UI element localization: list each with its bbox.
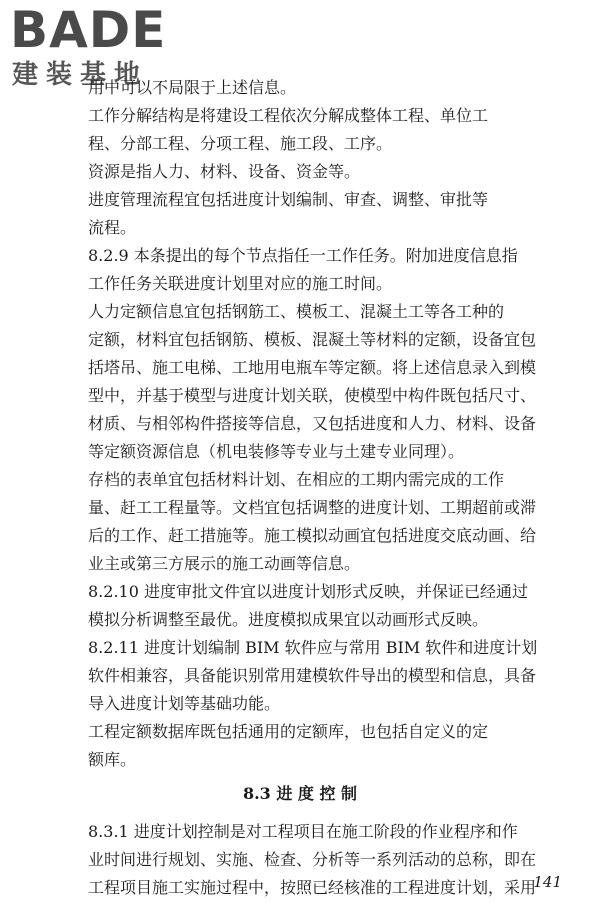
section-title: 8.3 进 度 控 制 (242, 784, 358, 803)
body-line: 材质、与相邻构件搭接等信息，又包括进度和人力、材料、设备 (88, 414, 537, 433)
body-line: 型中，并基于模型与进度计划关联，使模型中构件既包括尺寸、 (88, 386, 537, 405)
page-number: 141 (533, 873, 562, 891)
body-line: 资源是指人力、材料、设备、资金等。 (88, 162, 361, 181)
clause-8-3-1: 8.3.1 进度计划控制是对工程项目在施工阶段的作业程序和作 (88, 822, 518, 841)
body-line: 额库。 (88, 750, 137, 769)
body-line: 人力定额信息宜包括钢筋工、模板工、混凝土工等各工种的 (88, 302, 505, 321)
clause-8-2-9: 8.2.9 本条提出的每个节点指任一工作任务。附加进度信息指 (88, 246, 518, 265)
body-line: 业时间进行规划、实施、检查、分析等一系列活动的总称，即在 (88, 850, 537, 869)
body-line: 量、赶工工程量等。文档宜包括调整的进度计划、工期超前或滞 (88, 498, 537, 517)
body-line: 定额，材料宜包括钢筋、模板、混凝土等材料的定额，设备宜包 (88, 330, 537, 349)
body-line: 工程项目施工实施过程中，按照已经核准的工程进度计划，采用 (88, 878, 537, 897)
body-line: 后的工作、赶工措施等。施工模拟动画宜包括进度交底动画、给 (88, 526, 537, 545)
body-line: 进度管理流程宜包括进度计划编制、审查、调整、审批等 (88, 190, 489, 209)
body-line: 程、分部工程、分项工程、施工段、工序。 (88, 134, 393, 153)
body-line: 模拟分析调整至最优。进度模拟成果宜以动画形式反映。 (88, 610, 489, 629)
body-line: 工程定额数据库既包括通用的定额库，也包括自定义的定 (88, 722, 489, 741)
body-line: 导入进度计划等基础功能。 (88, 694, 281, 713)
clause-8-2-11: 8.2.11 进度计划编制 BIM 软件应与常用 BIM 软件和进度计划 (88, 638, 538, 657)
body-line: 工作分解结构是将建设工程依次分解成整体工程、单位工 (88, 106, 489, 125)
clause-8-2-10: 8.2.10 进度审批文件宜以进度计划形式反映，并保证已经通过 (88, 582, 528, 601)
body-line: 业主或第三方展示的施工动画等信息。 (88, 554, 361, 573)
body-line: 括塔吊、施工电梯、工地用电瓶车等定额。将上述信息录入到模 (88, 358, 537, 377)
logo-wordmark: BADE (10, 1, 167, 59)
body-line: 存档的表单宜包括材料计划、在相应的工期内需完成的工作 (88, 470, 505, 489)
body-line: 流程。 (88, 218, 137, 237)
body-line: 软件相兼容，具备能识别常用建模软件导出的模型和信息，具备 (88, 666, 537, 685)
body-line: 工作任务关联进度计划里对应的施工时间。 (88, 274, 393, 293)
logo-subtitle: 建装基地 (12, 60, 149, 90)
body-line: 等定额资源信息（机电装修等专业与土建专业同理）。 (88, 442, 465, 461)
body-line: 用中可以不局限于上述信息。 (88, 78, 297, 97)
